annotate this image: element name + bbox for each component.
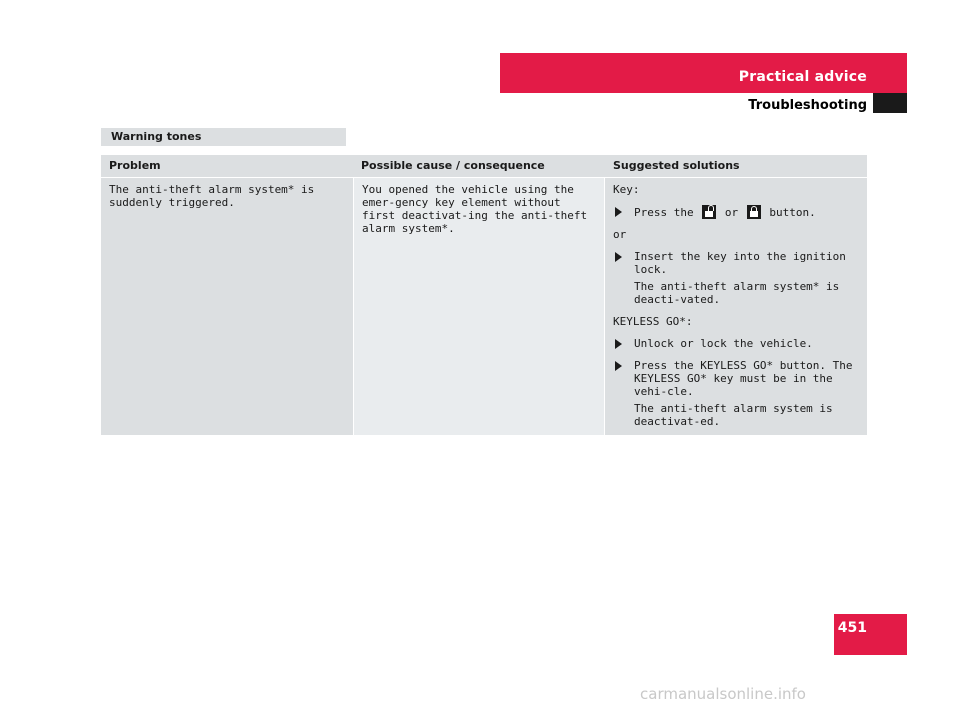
lock-icon (747, 205, 761, 219)
table-row (101, 178, 867, 435)
section-title: Troubleshooting (748, 98, 867, 113)
step1-after: button. (769, 206, 816, 219)
section-bar (101, 128, 346, 146)
bullet-arrow-icon (615, 339, 622, 349)
step1-before: Press the (634, 206, 694, 219)
solution-step (613, 205, 859, 219)
solution-step (613, 359, 859, 398)
cell-cause (353, 178, 605, 435)
solution-step (613, 337, 859, 350)
or-label: or (613, 228, 627, 241)
bullet-arrow-icon (615, 252, 622, 262)
cell-problem (101, 178, 353, 435)
page-number: 451 (837, 620, 867, 636)
cell-solutions (605, 178, 867, 435)
bullet-arrow-icon (615, 207, 622, 217)
solution-step (613, 250, 859, 276)
section-marker (873, 93, 907, 113)
section-bar-title: Warning tones (111, 130, 202, 143)
step-result: The anti-theft alarm system* is deacti-vated. (634, 280, 840, 306)
step-text: Unlock or lock the vehicle. (634, 337, 813, 350)
chapter-header (500, 53, 907, 93)
bullet-arrow-icon (615, 361, 622, 371)
chapter-title: Practical advice (738, 69, 867, 85)
page-number-box (834, 614, 907, 655)
troubleshooting-table (101, 155, 867, 435)
column-header-solutions: Suggested solutions (613, 159, 740, 172)
step-text: Insert the key into the ignition lock. (634, 250, 846, 276)
step-result: The anti-theft alarm system is deactivat-ed. (634, 402, 833, 428)
table-header-row (101, 155, 867, 178)
column-header-cause: Possible cause / consequence (361, 159, 545, 172)
watermark-link[interactable]: carmanualsonline.info (640, 685, 806, 703)
step1-or: or (724, 206, 739, 219)
problem-text: The anti-theft alarm system* is suddenly triggered. (109, 183, 315, 209)
column-header-problem: Problem (109, 159, 161, 172)
cause-text: You opened the vehicle using the emer-gency key element without first deactivat-ing the anti-theft alarm system*. (362, 183, 588, 235)
key-label: Key: (613, 183, 640, 196)
step-text (634, 205, 816, 219)
keyless-label: KEYLESS GO*: (613, 315, 693, 328)
step-text: Press the KEYLESS GO* button. The KEYLESS GO* key must be in the vehi-cle. (634, 359, 853, 398)
unlock-icon (702, 205, 716, 219)
